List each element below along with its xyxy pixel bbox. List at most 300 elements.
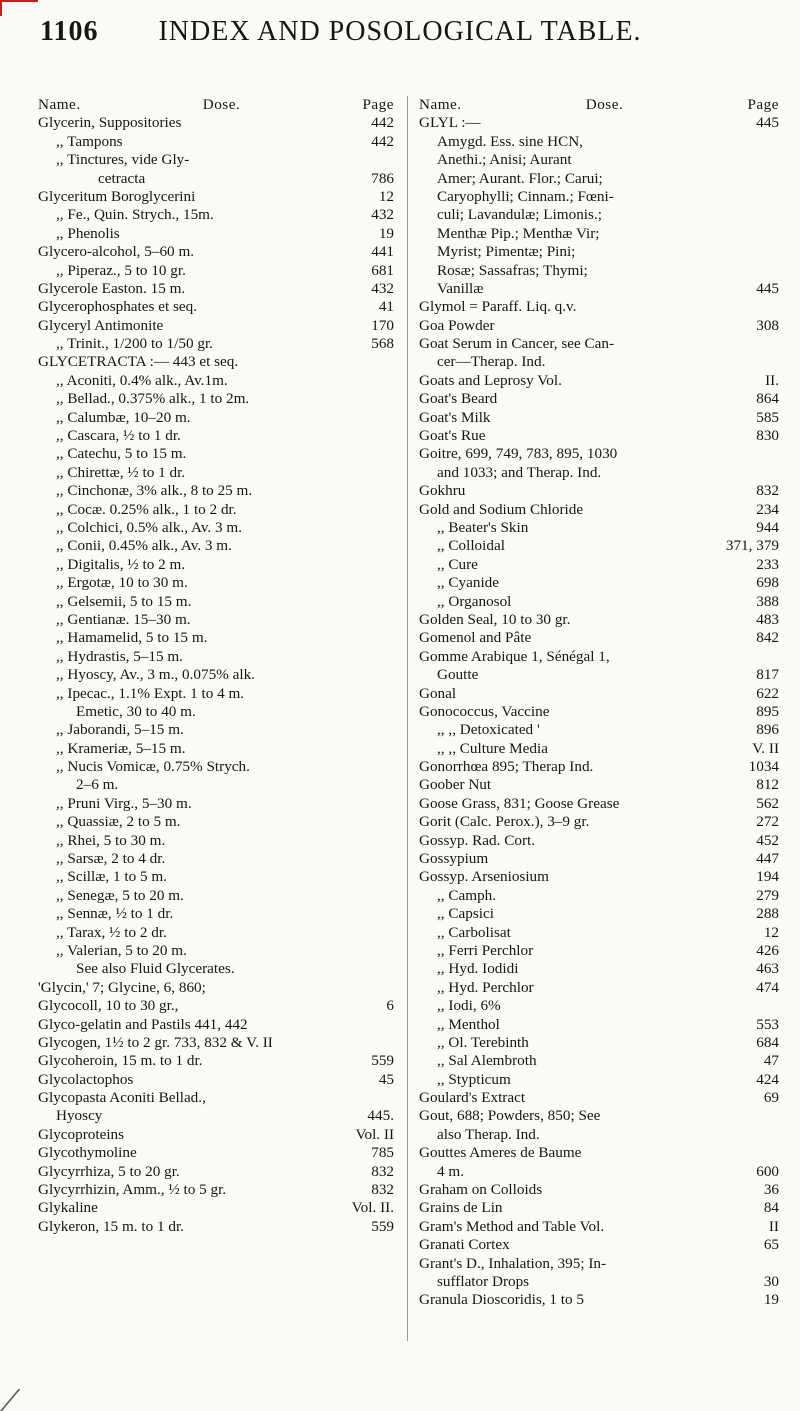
entry-text: Rosæ; Sassafras; Thymi; [437, 261, 588, 279]
index-entry [38, 133, 394, 151]
entry-text: Grant's D., Inhalation, 395; In- [419, 1254, 607, 1272]
entry-text: ,, ,, Detoxicated ' [437, 721, 540, 739]
entry-page: 6 [386, 997, 394, 1015]
index-entry [38, 1163, 394, 1181]
entry-text: GLYCETRACTA :— 443 et seq. [38, 353, 239, 371]
entry-page: 944 [756, 518, 779, 536]
entry-text: ,, Trinit., 1/200 to 1/50 gr. [56, 335, 213, 353]
entry-text: Gout, 688; Powders, 850; See [419, 1107, 601, 1125]
index-entry [38, 537, 394, 555]
entry-page: 559 [371, 1052, 394, 1070]
entry-page: 463 [756, 960, 779, 978]
entry-page: 442 [371, 132, 394, 150]
entry-text: ,, Hyd. Perchlor [437, 978, 534, 996]
index-entry [419, 795, 779, 813]
index-entry [419, 1144, 779, 1162]
entry-page: 445 [756, 114, 779, 132]
index-entry [38, 960, 394, 978]
entry-text: Myrist; Pimentæ; Pini; [437, 243, 576, 261]
entry-text: Hyoscy [56, 1107, 103, 1125]
index-entry [419, 1255, 779, 1273]
index-entry [38, 924, 394, 942]
index-entry [419, 905, 779, 923]
entry-text: Goutte [437, 666, 479, 684]
index-entry [38, 611, 394, 629]
index-entry [38, 1181, 394, 1199]
entry-text: ,, Cocæ. 0.25% alk., 1 to 2 dr. [56, 500, 237, 518]
entry-text: ,, Tinctures, vide Gly- [56, 151, 190, 169]
index-entry [38, 317, 394, 335]
entry-text: ,, Gentianæ. 15–30 m. [56, 610, 191, 628]
entry-text: Glyceryl Antimonite [38, 316, 164, 334]
entry-text: ,, Cascara, ½ to 1 dr. [56, 427, 181, 445]
index-entry [38, 501, 394, 519]
index-entry [38, 1126, 394, 1144]
index-entry [419, 262, 779, 280]
entry-page: 817 [756, 666, 779, 684]
entry-page: 812 [756, 776, 779, 794]
entry-page: 388 [756, 592, 779, 610]
entry-page: 84 [763, 1199, 779, 1217]
entry-text: Emetic, 30 to 40 m. [76, 702, 196, 720]
index-entry [419, 556, 779, 574]
index-entry [419, 1218, 779, 1236]
index-entry [419, 960, 779, 978]
index-entry [38, 703, 394, 721]
index-entry [419, 666, 779, 684]
entry-text: Gomme Arabique 1, Sénégal 1, [419, 647, 610, 665]
index-entry [38, 1034, 394, 1052]
entry-page: 308 [756, 316, 779, 334]
entry-text: Goats and Leprosy Vol. [419, 371, 562, 389]
entry-text: 2–6 m. [76, 776, 119, 794]
column-divider [407, 96, 408, 1341]
entry-text: ,, Ipecac., 1.1% Expt. 1 to 4 m. [56, 684, 245, 702]
index-entry [38, 1107, 394, 1125]
index-entry [419, 887, 779, 905]
left-column-header [38, 96, 394, 114]
entry-text: Granati Cortex [419, 1236, 510, 1254]
entry-text: Goulard's Extract [419, 1089, 526, 1107]
entry-page: 447 [756, 850, 779, 868]
entry-page: 233 [756, 555, 779, 573]
entry-text: Granula Dioscoridis, 1 to 5 [419, 1291, 584, 1309]
entry-text: ,, Carbolisat [437, 923, 511, 941]
entry-page: 30 [763, 1273, 779, 1290]
entry-page: 832 [756, 482, 779, 500]
index-entry [38, 556, 394, 574]
index-entry [38, 905, 394, 923]
index-entry [419, 1034, 779, 1052]
index-entry [38, 188, 394, 206]
name-heading: Name. [38, 96, 81, 113]
index-entry [38, 390, 394, 408]
entry-text: ,, Iodi, 6% [437, 997, 501, 1015]
entry-page: 371, 379 [725, 537, 779, 555]
index-entry [38, 1071, 394, 1089]
index-entry [38, 464, 394, 482]
entry-page: II [768, 1217, 779, 1235]
index-entry [419, 170, 779, 188]
entry-page: 19 [763, 1291, 779, 1309]
entry-text: ,, Krameriæ, 5–15 m. [56, 739, 186, 757]
index-entry [419, 1181, 779, 1199]
index-entry [38, 648, 394, 666]
entry-page: 69 [763, 1089, 779, 1107]
index-entry [419, 850, 779, 868]
entry-text: Grains de Lin [419, 1199, 503, 1217]
index-entry [38, 776, 394, 794]
entry-page: 483 [756, 610, 779, 628]
index-entry [419, 390, 779, 408]
dose-heading: Dose. [202, 96, 241, 113]
entry-text: Goat's Beard [419, 390, 498, 408]
entry-text: ,, Cyanide [437, 574, 500, 592]
index-entry [419, 133, 779, 151]
entry-page: 585 [756, 408, 779, 426]
index-entry [38, 353, 394, 371]
entry-text: ,, Phenolis [56, 224, 120, 242]
entry-text: cetracta [98, 169, 146, 187]
entry-text: Glycyrrhizin, Amm., ½ to 5 gr. [38, 1181, 227, 1199]
index-entry [419, 721, 779, 739]
index-entry [38, 997, 394, 1015]
index-entry [419, 868, 779, 886]
entry-page: 45 [378, 1070, 394, 1088]
entry-text: Vanillæ [437, 279, 484, 297]
entry-page: 895 [756, 702, 779, 720]
page-corner-mark [0, 0, 38, 16]
entry-text: ,, Aconiti, 0.4% alk., Av.1m. [56, 371, 228, 389]
entry-page: 786 [371, 169, 394, 187]
entry-text: ,, Fe., Quin. Strych., 15m. [56, 206, 214, 224]
entry-text: Glycolactophos [38, 1070, 134, 1088]
index-entry [38, 629, 394, 647]
index-entry [419, 685, 779, 703]
page-heading: Page [362, 96, 394, 113]
entry-text: Glyceritum Boroglycerini [38, 187, 196, 205]
entry-text: Gold and Sodium Chloride [419, 500, 584, 518]
entry-page: 432 [371, 206, 394, 224]
index-entry [419, 832, 779, 850]
entry-text: Glycopasta Aconiti Bellad., [38, 1089, 206, 1107]
entry-page: 698 [756, 574, 779, 592]
entry-text: ,, Gelsemii, 5 to 15 m. [56, 592, 192, 610]
entry-text: Glyco-gelatin and Pastils 441, 442 [38, 1015, 248, 1033]
entry-text: GLYL :— [419, 114, 481, 132]
index-entry [419, 372, 779, 390]
index-entry [419, 427, 779, 445]
entry-text: ,, Pruni Virg., 5–30 m. [56, 794, 192, 812]
index-entry [419, 188, 779, 206]
entry-page: 65 [763, 1236, 779, 1254]
entry-text: Goat's Milk [419, 408, 491, 426]
index-entry [419, 703, 779, 721]
entry-text: Amer; Aurant. Flor.; Carui; [437, 169, 603, 187]
entry-text: ,, Ergotæ, 10 to 30 m. [56, 574, 188, 592]
entry-text: Gonorrhœa 895; Therap Ind. [419, 758, 594, 776]
index-entry [419, 1071, 779, 1089]
entry-page: 1034 [748, 758, 779, 776]
entry-text: Graham on Colloids [419, 1181, 543, 1199]
index-entry [419, 1107, 779, 1125]
page-heading: Page [747, 96, 779, 113]
entry-text: sufflator Drops [437, 1273, 530, 1290]
entry-text: ,, Beater's Skin [437, 518, 529, 536]
entry-text: Glycoproteins [38, 1125, 125, 1143]
index-entry [38, 1052, 394, 1070]
index-entry [38, 335, 394, 353]
index-entry [38, 114, 394, 132]
entry-text: Gram's Method and Table Vol. [419, 1217, 605, 1235]
entry-text: ,, Tarax, ½ to 2 dr. [56, 923, 167, 941]
entry-page: 36 [763, 1181, 779, 1199]
index-entry [38, 170, 394, 188]
index-entry [38, 262, 394, 280]
index-entry [38, 979, 394, 997]
index-entry [419, 206, 779, 224]
entry-page: 234 [756, 500, 779, 518]
entry-text: ,, Camph. [437, 886, 497, 904]
index-entry [419, 464, 779, 482]
index-entry [38, 832, 394, 850]
index-entry [419, 1291, 779, 1309]
entry-text: ,, Hamamelid, 5 to 15 m. [56, 629, 208, 647]
index-entry [38, 740, 394, 758]
entry-page: 830 [756, 427, 779, 445]
entry-text: Menthæ Pip.; Menthæ Vir; [437, 224, 600, 242]
entry-text: ,, Bellad., 0.375% alk., 1 to 2m. [56, 390, 250, 408]
index-entry [419, 151, 779, 169]
index-entry [38, 372, 394, 390]
index-entry [38, 427, 394, 445]
entry-text: ,, Sennæ, ½ to 1 dr. [56, 905, 174, 923]
index-entry [38, 151, 394, 169]
index-entry [419, 225, 779, 243]
entry-page: 559 [371, 1217, 394, 1235]
index-entry [419, 942, 779, 960]
entry-text: ,, Catechu, 5 to 15 m. [56, 445, 187, 463]
index-entry [419, 409, 779, 427]
right-column-header [419, 96, 779, 114]
entry-text: ,, ,, Culture Media [437, 739, 548, 757]
entry-text: Anethi.; Anisi; Aurant [437, 151, 572, 169]
entry-page: 562 [756, 794, 779, 812]
entry-page: 842 [756, 629, 779, 647]
entry-text: Goat's Rue [419, 427, 486, 445]
index-entry [38, 795, 394, 813]
index-entry [38, 1144, 394, 1162]
entry-page: 19 [378, 224, 394, 242]
entry-page: V. II [752, 739, 779, 757]
index-entry [419, 501, 779, 519]
entry-page: 432 [371, 279, 394, 297]
entry-text: ,, Organosol [437, 592, 512, 610]
entry-text: Glycerophosphates et seq. [38, 298, 198, 316]
index-entry [419, 317, 779, 335]
entry-page: 622 [756, 684, 779, 702]
entry-page: 12 [378, 187, 394, 205]
index-entry [419, 1126, 779, 1144]
entry-text: ,, Digitalis, ½ to 2 m. [56, 555, 186, 573]
entry-page: 832 [371, 1162, 394, 1180]
entry-text: Glycyrrhiza, 5 to 20 gr. [38, 1162, 180, 1180]
entry-page: 194 [756, 868, 779, 886]
index-entry [38, 482, 394, 500]
index-entry [419, 574, 779, 592]
index-entry [419, 740, 779, 758]
entry-text: ,, Senegæ, 5 to 20 m. [56, 886, 184, 904]
index-entry [419, 353, 779, 371]
index-entry [419, 537, 779, 555]
right-column [419, 96, 779, 1310]
entry-text: Gossypium [419, 850, 489, 868]
index-entry [38, 593, 394, 611]
index-entry [419, 1089, 779, 1107]
entry-page: 445. [367, 1107, 394, 1125]
index-entry [419, 114, 779, 132]
index-entry [419, 1052, 779, 1070]
entry-text: Caryophylli; Cinnam.; Fœni- [437, 187, 614, 205]
entry-page: 452 [756, 831, 779, 849]
index-entry [38, 1016, 394, 1034]
entry-page: II. [765, 371, 779, 389]
index-entry [38, 1089, 394, 1107]
entry-text: ,, Menthol [437, 1015, 500, 1033]
entry-text: cer—Therap. Ind. [437, 353, 546, 371]
entry-text: Gonal [419, 684, 457, 702]
entry-page: 785 [371, 1144, 394, 1162]
entry-text: and 1033; and Therap. Ind. [437, 463, 602, 481]
entry-text: ,, Sarsæ, 2 to 4 dr. [56, 850, 166, 868]
index-entry [419, 1199, 779, 1217]
entry-text: ,, Rhei, 5 to 30 m. [56, 831, 166, 849]
index-entry [419, 979, 779, 997]
entry-text: culi; Lavandulæ; Limonis.; [437, 206, 602, 224]
entry-text: ,, Sal Alembroth [437, 1052, 537, 1070]
index-entry [419, 1016, 779, 1034]
index-entry [419, 482, 779, 500]
index-entry [419, 519, 779, 537]
entry-text: 'Glycin,' 7; Glycine, 6, 860; [38, 978, 206, 996]
index-entry [38, 868, 394, 886]
entry-page: 424 [756, 1070, 779, 1088]
entry-page: 896 [756, 721, 779, 739]
index-entry [419, 1273, 779, 1291]
entry-page: 170 [371, 316, 394, 334]
index-entry [419, 776, 779, 794]
index-entry [419, 243, 779, 261]
entry-text: ,, Chirettæ, ½ to 1 dr. [56, 463, 186, 481]
entry-page: 832 [371, 1181, 394, 1199]
index-entry [419, 648, 779, 666]
index-entry [419, 335, 779, 353]
index-entry [419, 593, 779, 611]
entry-text: Amygd. Ess. sine HCN, [437, 132, 583, 150]
entry-text: Glycoheroin, 15 m. to 1 dr. [38, 1052, 203, 1070]
entry-page: 41 [378, 298, 394, 316]
entry-text: Gokhru [419, 482, 466, 500]
page-header [40, 16, 760, 48]
entry-page: 442 [371, 114, 394, 132]
entry-text: ,, Hyd. Iodidi [437, 960, 519, 978]
index-entry [419, 1236, 779, 1254]
index-entry [38, 445, 394, 463]
index-entry [419, 445, 779, 463]
entry-text: Glycothymoline [38, 1144, 137, 1162]
index-entry [38, 942, 394, 960]
entry-text: ,, Ferri Perchlor [437, 941, 534, 959]
entry-text: Goat Serum in Cancer, see Can- [419, 335, 615, 353]
index-entry [419, 924, 779, 942]
entry-text: ,, Jaborandi, 5–15 m. [56, 721, 184, 739]
index-entry [38, 758, 394, 776]
entry-text: ,, Conii, 0.45% alk., Av. 3 m. [56, 537, 232, 555]
index-entry [419, 280, 779, 298]
entry-text: ,, Ol. Terebinth [437, 1033, 529, 1051]
entry-text: Goa Powder [419, 316, 495, 334]
entry-text: ,, Stypticum [437, 1070, 511, 1088]
entry-text: See also Fluid Glycerates. [76, 960, 235, 978]
index-entry [38, 574, 394, 592]
dose-heading: Dose. [585, 96, 624, 113]
entry-page: Vol. II. [351, 1199, 394, 1217]
entry-text: ,, Cinchonæ, 3% alk., 8 to 25 m. [56, 482, 253, 500]
index-entry [38, 721, 394, 739]
index-entry [419, 997, 779, 1015]
entry-text: ,, Tampons [56, 132, 123, 150]
entry-text: Goober Nut [419, 776, 492, 794]
index-entry [38, 298, 394, 316]
index-entry [38, 666, 394, 684]
entry-text: ,, Cure [437, 555, 478, 573]
entry-text: Gouttes Ameres de Baume [419, 1144, 582, 1162]
entry-text: Glymol = Paraff. Liq. q.v. [419, 298, 577, 316]
entry-page: 441 [371, 243, 394, 261]
entry-text: Gorit (Calc. Perox.), 3–9 gr. [419, 813, 590, 831]
entry-text: Glycerin, Suppositories [38, 114, 182, 132]
entry-text: Glycero-alcohol, 5–60 m. [38, 243, 195, 261]
entry-text: ,, Colchici, 0.5% alk., Av. 3 m. [56, 518, 243, 536]
page-title: INDEX AND POSOLOGICAL TABLE. [158, 16, 642, 47]
entry-text: 4 m. [437, 1162, 465, 1180]
entry-page: 445 [756, 279, 779, 297]
entry-text: Glycocoll, 10 to 30 gr., [38, 997, 179, 1015]
entry-text: ,, Quassiæ, 2 to 5 m. [56, 813, 181, 831]
index-entry [38, 519, 394, 537]
index-entry [419, 298, 779, 316]
entry-text: ,, Scillæ, 1 to 5 m. [56, 868, 167, 886]
entry-page: 279 [756, 886, 779, 904]
entry-page: Vol. II [355, 1125, 394, 1143]
entry-text: Gomenol and Pâte [419, 629, 532, 647]
entry-text: also Therap. Ind. [437, 1125, 540, 1143]
entry-page: 684 [756, 1033, 779, 1051]
entry-page: 864 [756, 390, 779, 408]
entry-page: 474 [756, 978, 779, 996]
entry-text: ,, Capsici [437, 905, 494, 923]
index-entry [38, 685, 394, 703]
entry-text: ,, Valerian, 5 to 20 m. [56, 941, 187, 959]
index-entry [38, 280, 394, 298]
entry-text: Goose Grass, 831; Goose Grease [419, 794, 620, 812]
entry-text: ,, Hyoscy, Av., 3 m., 0.075% alk. [56, 666, 255, 684]
entry-page: 12 [763, 923, 779, 941]
entry-text: ,, Nucis Vomicæ, 0.75% Strych. [56, 758, 250, 776]
index-entry [38, 1199, 394, 1217]
entry-text: ,, Hydrastis, 5–15 m. [56, 647, 183, 665]
entry-text: Glykaline [38, 1199, 98, 1217]
